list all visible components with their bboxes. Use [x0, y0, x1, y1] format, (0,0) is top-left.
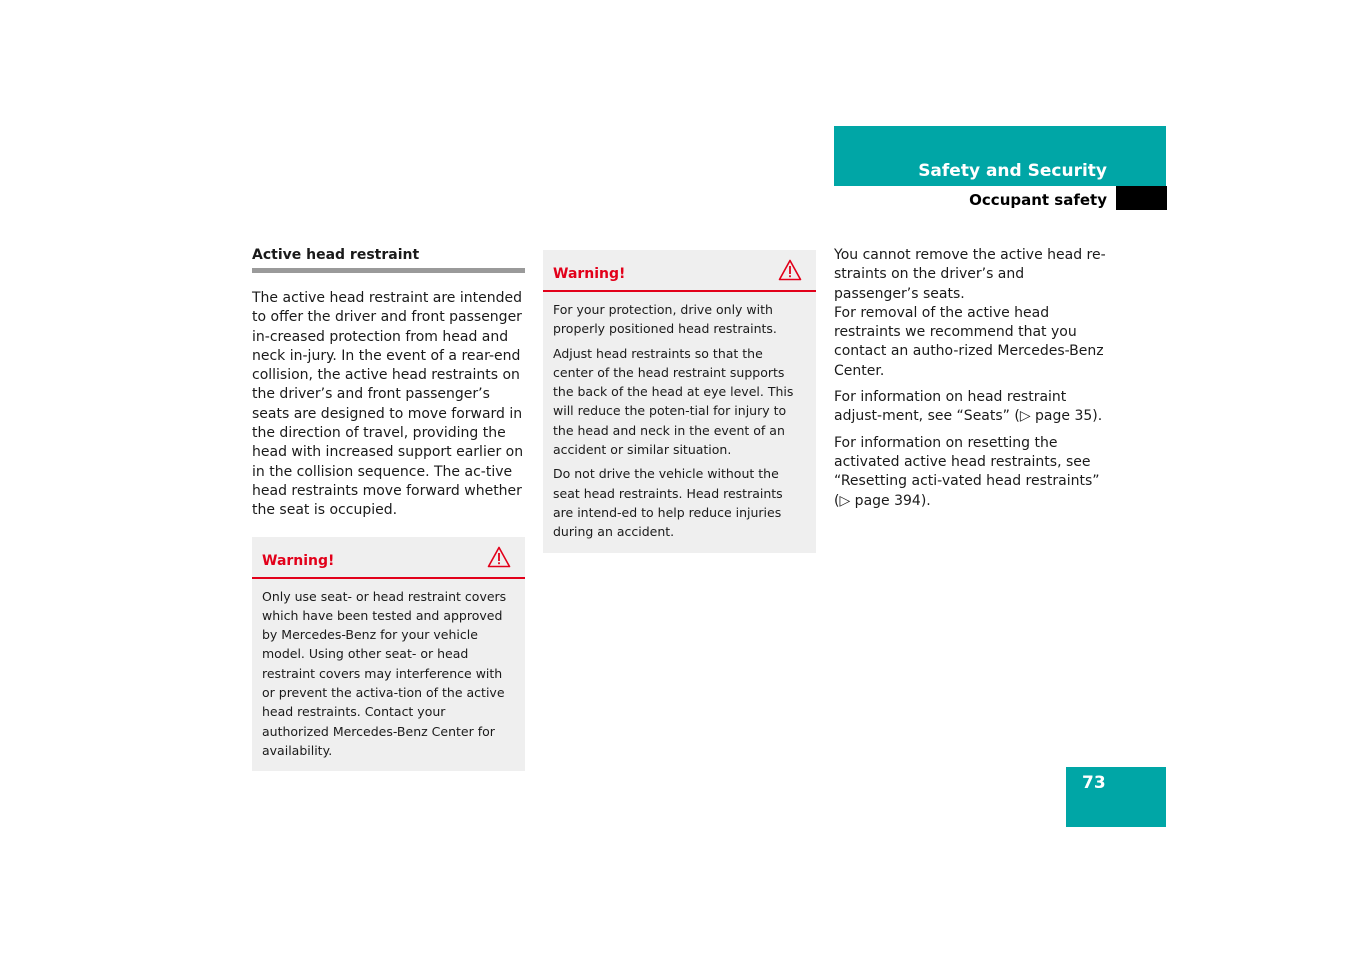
paragraph-1: You cannot remove the active head re-straints on the driver’s and passenger’s seats. — [834, 247, 1106, 302]
section-title: Safety and Security — [918, 161, 1107, 181]
warning-label: Warning! — [262, 552, 335, 569]
section-heading: Active head restraint — [252, 246, 525, 273]
page-number: 73 — [1082, 773, 1106, 793]
column-middle — [543, 250, 816, 553]
warning-text: Only use seat- or head restraint covers which have been tested and approved by Mercedes-Benz for your vehicle model. Using other seat- or head restraint covers may interference with or prevent the activa-tion of the active head restraints. Contact your authorized Mercedes-Benz Center for availability. — [262, 588, 507, 758]
column-right — [834, 246, 1112, 518]
warning-box — [252, 537, 525, 772]
paragraph-3: For information on head restraint adjust-ment, see “Seats” (▷ page 35). — [834, 389, 1103, 425]
page-number-tab — [1066, 767, 1166, 827]
paragraph-4: For information on resetting the activated active head restraints, see “Resetting acti-vated head restraints” (▷ page 394). — [834, 434, 1100, 509]
column-left — [252, 246, 525, 771]
section-header-band — [834, 126, 1166, 186]
warning-header — [543, 250, 816, 292]
warning-label: Warning! — [553, 266, 626, 282]
warning-triangle-icon — [778, 259, 802, 281]
warning-text-3: Do not drive the vehicle without the seat head restraints. Head restraints are intend-ed to help reduce injuries during an accident. — [553, 466, 783, 540]
warning-triangle-icon — [487, 546, 511, 568]
paragraph-2: For removal of the active head restraints we recommend that you contact an autho-rized Mercedes-Benz Center. — [834, 304, 1104, 379]
warning-header — [252, 537, 525, 579]
subsection-title: Occupant safety — [969, 191, 1107, 209]
warning-text-2: Adjust head restraints so that the center of the head restraint supports the back of the head at eye level. This will reduce the poten-tial for injury to the head and neck in the event of an accident or similar situation. — [553, 345, 794, 458]
warning-box — [543, 250, 816, 553]
chapter-marker — [1116, 186, 1167, 210]
warning-text-1: For your protection, drive only with properly positioned head restraints. — [553, 302, 777, 337]
intro-paragraph: The active head restraint are intended to offer the driver and front passenger in-creased protection from head and neck in-jury. In the event of a rear-end collision, the active head restraints on the driver’s and front passenger’s seats are designed to move forward in the direction of travel, providing the head with increased support earlier on in the collision sequence. The ac-tive head restraints move forward whether the seat is occupied. — [252, 290, 524, 519]
